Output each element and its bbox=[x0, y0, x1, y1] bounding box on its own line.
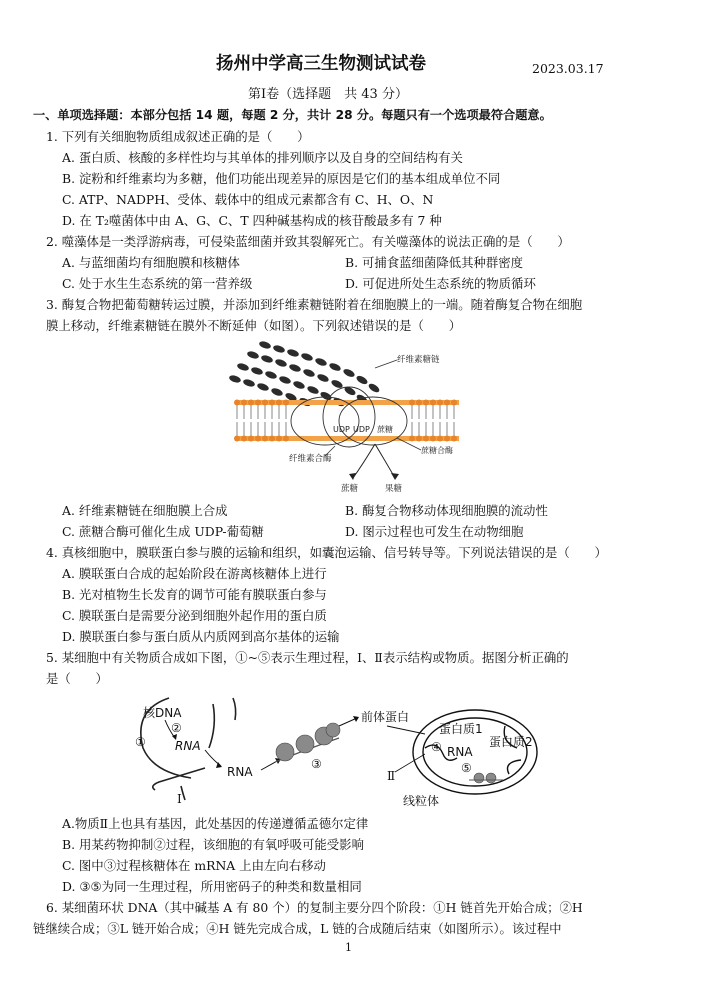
q2-option-b: B. 可捕食蓝细菌降低其种群密度 bbox=[345, 255, 524, 270]
q1-option-a: A. 蛋白质、核酸的多样性均与其单体的排列顺序以及自身的空间结构有关 bbox=[62, 150, 463, 165]
q2-stem: 2. 噬藻体是一类浮游病毒，可侵染蓝细菌并致其裂解死亡。有关噬藻体的说法正确的是（ ） bbox=[46, 234, 570, 249]
label-sucrose-inside: 蔗糖 bbox=[377, 425, 393, 434]
page-title: 扬州中学高三生物测试试卷 bbox=[216, 54, 426, 74]
q1-option-d: D. 在 T₂噬菌体中由 A、G、C、T 四种碱基构成的核苷酸最多有 7 种 bbox=[62, 213, 442, 228]
q4-option-b: B. 光对植物生长发育的调节可能有膜联蛋白参与 bbox=[62, 587, 327, 602]
q4-stem: 4. 真核细胞中，膜联蛋白参与膜的运输和组织，如囊泡运输、信号转导等。下列说法错误的是（ ） bbox=[46, 545, 607, 560]
q3-option-c: C. 蔗糖合酶可催化生成 UDP-葡萄糖 bbox=[62, 524, 264, 539]
q3-stem-line1: 3. 酶复合物把葡萄糖转运过膜，并添加到纤维素糖链附着在细胞膜上的一端。随着酶复合物在细胞 bbox=[46, 297, 583, 312]
label-nuclear-dna: 核DNA bbox=[143, 706, 182, 720]
label-process-3: ③ bbox=[311, 757, 322, 771]
label-process-2: ② bbox=[171, 721, 182, 735]
q5-option-b: B. 用某药物抑制②过程，该细胞的有氧呼吸可能受影响 bbox=[62, 837, 364, 852]
label-sucrose: 蔗糖 bbox=[341, 484, 359, 494]
label-sucrose-synthase: 蔗糖合酶 bbox=[421, 446, 453, 455]
q5-option-c: C. 图中③过程核糖体在 mRNA 上由左向右移动 bbox=[62, 858, 326, 873]
page-number: 1 bbox=[345, 941, 352, 954]
label-protein-2: 蛋白质2 bbox=[489, 735, 533, 749]
label-cellulose-chain: 纤维素糖链 bbox=[397, 355, 440, 365]
label-rna-2: RNA bbox=[227, 765, 253, 779]
q3-option-d: D. 图示过程也可发生在动物细胞 bbox=[345, 524, 524, 539]
ribosomes bbox=[276, 723, 340, 761]
q1-option-c: C. ATP、NADPH、受体、载体中的组成元素都含有 C、H、O、N bbox=[62, 192, 434, 207]
q5-stem-line1: 5. 某细胞中有关物质合成如下图，①~⑤表示生理过程，Ⅰ、Ⅱ表示结构或物质。据图分析正确的 bbox=[46, 650, 569, 665]
q3-option-a: A. 纤维素糖链在细胞膜上合成 bbox=[62, 503, 228, 518]
q1-stem: 1. 下列有关细胞物质组成叙述正确的是（ ） bbox=[46, 129, 310, 144]
q6-line2: 链继续合成；③L 链开始合成；④H 链先完成合成，L 链的合成随后结束（如图所示）。该过程中 bbox=[33, 921, 562, 936]
label-cellulose-synthase: 纤维素合酶 bbox=[289, 454, 332, 464]
q5-option-a: A.物质Ⅱ上也具有基因，此处基因的传递遵循孟德尔定律 bbox=[62, 816, 369, 831]
q2-option-a: A. 与蓝细菌均有细胞膜和核糖体 bbox=[62, 255, 240, 270]
q5-stem-line2: 是（ ） bbox=[46, 671, 108, 686]
label-process-4: ④ bbox=[431, 740, 442, 754]
membrane-bilayer bbox=[235, 400, 459, 441]
section-subtitle: 第Ⅰ卷（选择题 共 43 分） bbox=[248, 87, 408, 102]
q5-option-d: D. ③⑤为同一生理过程，所用密码子的种类和数量相同 bbox=[62, 879, 362, 894]
mito-ribosomes bbox=[474, 773, 496, 783]
cellulose-synthase-diagram bbox=[225, 338, 465, 496]
label-protein-1: 蛋白质1 bbox=[439, 722, 483, 736]
exam-date: 2023.03.17 bbox=[532, 61, 604, 76]
chain-beads bbox=[228, 340, 380, 408]
q2-option-c: C. 处于水生生态系统的第一营养级 bbox=[62, 276, 253, 291]
label-process-5: ⑤ bbox=[461, 761, 472, 775]
label-rna-3: RNA bbox=[447, 745, 473, 759]
q6-line1: 6. 某细菌环状 DNA（其中碱基 A 有 80 个）的复制主要分四个阶段：①H 链首先开始合成；②H bbox=[46, 900, 583, 915]
q3-stem-line2: 膜上移动，纤维素糖链在膜外不断延伸（如图）。下列叙述错误的是（ ） bbox=[46, 318, 462, 333]
section-heading: 一、单项选择题：本部分包括 14 题，每题 2 分，共计 28 分。每题只有一个选项最符合题意。 bbox=[33, 108, 552, 122]
label-mitochondrion: 线粒体 bbox=[403, 794, 440, 808]
q4-option-c: C. 膜联蛋白是需要分泌到细胞外起作用的蛋白质 bbox=[62, 608, 327, 623]
q3-option-b: B. 酶复合物移动体现细胞膜的流动性 bbox=[345, 503, 548, 518]
label-udp-1: UDP bbox=[333, 425, 350, 434]
q2-option-d: D. 可促进所处生态系统的物质循环 bbox=[345, 276, 536, 291]
label-structure-1: Ⅰ bbox=[177, 792, 182, 806]
q4-option-a: A. 膜联蛋白合成的起始阶段在游离核糖体上进行 bbox=[62, 566, 327, 581]
label-process-1: ① bbox=[135, 735, 146, 749]
protein-synthesis-diagram bbox=[125, 690, 555, 812]
q1-option-b: B. 淀粉和纤维素均为多糖，他们功能出现差异的原因是它们的基本组成单位不同 bbox=[62, 171, 501, 186]
label-udp-2: UDP bbox=[353, 425, 370, 434]
q4-option-d: D. 膜联蛋白参与蛋白质从内质网到高尔基体的运输 bbox=[62, 629, 340, 644]
label-fructose: 果糖 bbox=[385, 484, 403, 494]
label-precursor-protein: 前体蛋白 bbox=[361, 710, 410, 724]
label-rna-1: RNA bbox=[175, 739, 201, 753]
label-structure-2: Ⅱ bbox=[387, 769, 396, 783]
